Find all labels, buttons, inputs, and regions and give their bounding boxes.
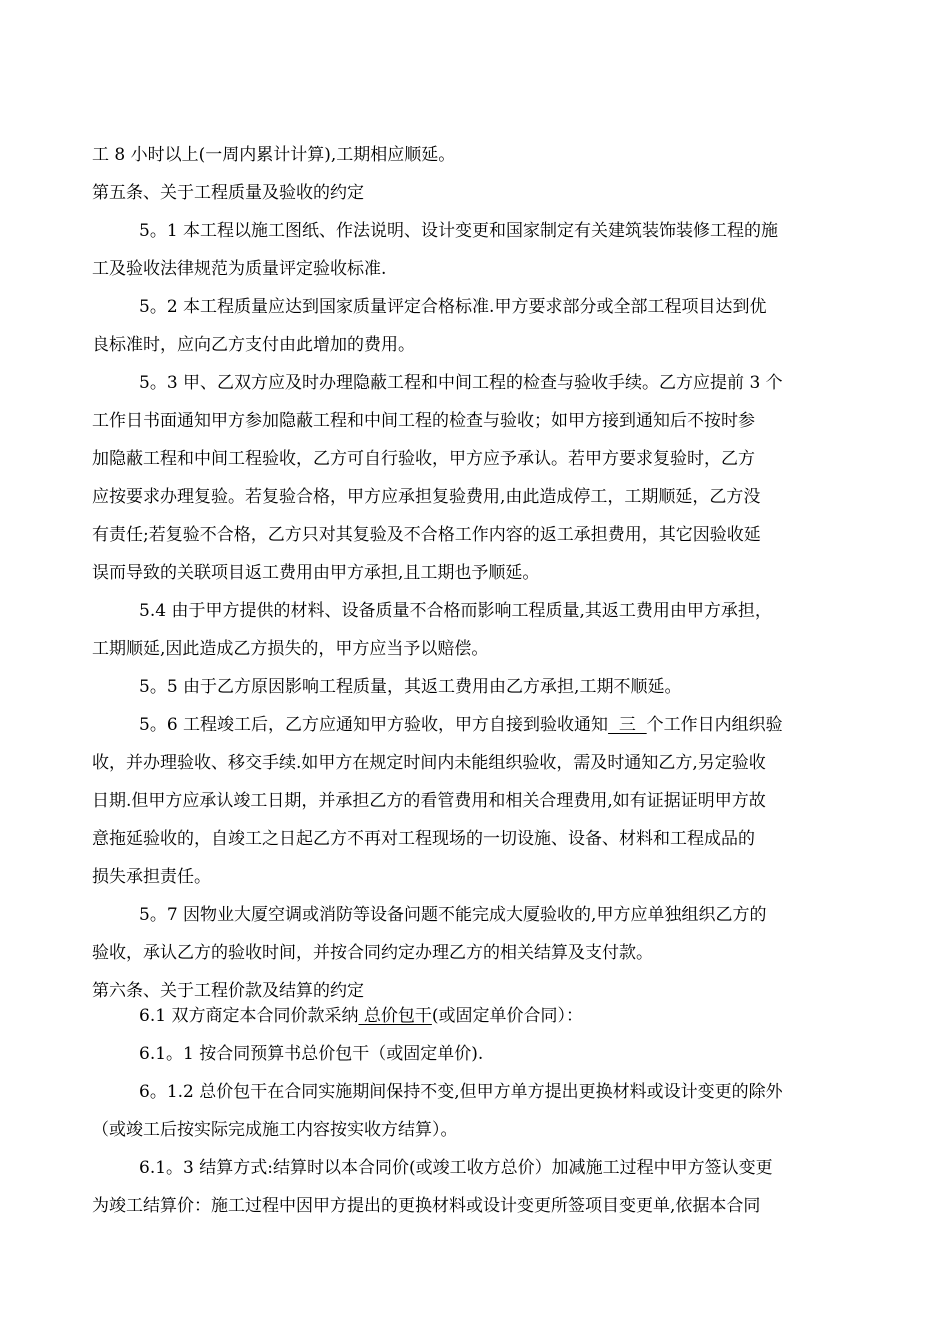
clause-6-1-1: 6.1。1 按合同预算书总价包干（或固定单价). xyxy=(139,1044,484,1064)
clause-5-5: 5。5 由于乙方原因影响工程质量，其返工费用由乙方承担,工期不顺延。 xyxy=(139,677,682,697)
text-line: 收，并办理验收、移交手续.如甲方在规定时间内未能组织验收，需及时通知乙方,另定验收 xyxy=(92,753,766,773)
text-line: 工 8 小时以上(一周内累计计算),工期相应顺延。 xyxy=(92,145,456,165)
text-line: 应按要求办理复验。若复验合格，甲方应承担复验费用,由此造成停工，工期顺延，乙方没 xyxy=(92,487,761,507)
text-line: 验收，承认乙方的验收时间，并按合同约定办理乙方的相关结算及支付款。 xyxy=(92,943,653,963)
text-line: 良标准时，应向乙方支付由此增加的费用。 xyxy=(92,335,415,355)
clause-5-6-text: 5。6 工程竣工后，乙方应通知甲方验收，甲方自接到验收通知 xyxy=(139,715,609,735)
clause-5-2: 5。2 本工程质量应达到国家质量评定合格标准.甲方要求部分或全部工程项目达到优 xyxy=(139,297,767,317)
article-5-heading: 第五条、关于工程质量及验收的约定 xyxy=(92,183,364,203)
article-6-heading: 第六条、关于工程价款及结算的约定 xyxy=(92,981,364,1001)
text-line: 工期顺延,因此造成乙方损失的，甲方应当予以赔偿。 xyxy=(92,639,489,659)
contract-type-blank: 总价包干 xyxy=(358,1006,432,1026)
text-line: 加隐蔽工程和中间工程验收，乙方可自行验收，甲方应予承认。若甲方要求复验时，乙方 xyxy=(92,449,755,469)
text-line: 工及验收法律规范为质量评定验收标准. xyxy=(92,259,387,279)
text-line: 日期.但甲方应承认竣工日期，并承担乙方的看管费用和相关合理费用,如有证据证明甲方故 xyxy=(92,791,766,811)
clause-6-1-3: 6.1。3 结算方式:结算时以本合同价(或竣工收方总价）加减施工过程中甲方签认变更 xyxy=(139,1158,773,1178)
text-line: 为竣工结算价：施工过程中因甲方提出的更换材料或设计变更所签项目变更单,依据本合同 xyxy=(92,1196,761,1216)
clause-5-3: 5。3 甲、乙双方应及时办理隐蔽工程和中间工程的检查与验收手续。乙方应提前 3 个 xyxy=(139,373,783,393)
clause-6-1 xyxy=(139,1006,862,1026)
text-line: 误而导致的关联项目返工费用由甲方承担,且工期也予顺延。 xyxy=(92,563,540,583)
clause-6-1-text: 6.1 双方商定本合同价款采纳 xyxy=(139,1006,359,1026)
clause-6-1-text-end: (或固定单价合同）： xyxy=(431,1006,583,1026)
text-line: 意拖延验收的，自竣工之日起乙方不再对工程现场的一切设施、设备、材料和工程成品的 xyxy=(92,829,755,849)
clause-5-1: 5。1 本工程以施工图纸、作法说明、设计变更和国家制定有关建筑装饰装修工程的施 xyxy=(139,221,779,241)
text-line: （或竣工后按实际完成施工内容按实收方结算）。 xyxy=(92,1120,458,1140)
text-line: 有责任;若复验不合格，乙方只对其复验及不合格工作内容的返工承担费用，其它因验收延 xyxy=(92,525,761,545)
text-line: 工作日书面通知甲方参加隐蔽工程和中间工程的检查与验收；如甲方接到通知后不按时参 xyxy=(92,411,755,431)
clause-5-4: 5.4 由于甲方提供的材料、设备质量不合格而影响工程质量,其返工费用由甲方承担， xyxy=(139,601,772,621)
acceptance-days-blank: 三 xyxy=(608,715,647,735)
clause-5-6 xyxy=(139,715,862,735)
clause-5-6-text-end: 个工作日内组织验 xyxy=(646,715,783,735)
text-line: 损失承担责任。 xyxy=(92,867,211,887)
clause-6-1-2: 6。1.2 总价包干在合同实施期间保持不变,但甲方单方提出更换材料或设计变更的除外 xyxy=(139,1082,783,1102)
clause-5-7: 5。7 因物业大厦空调或消防等设备问题不能完成大厦验收的,甲方应单独组织乙方的 xyxy=(139,905,767,925)
